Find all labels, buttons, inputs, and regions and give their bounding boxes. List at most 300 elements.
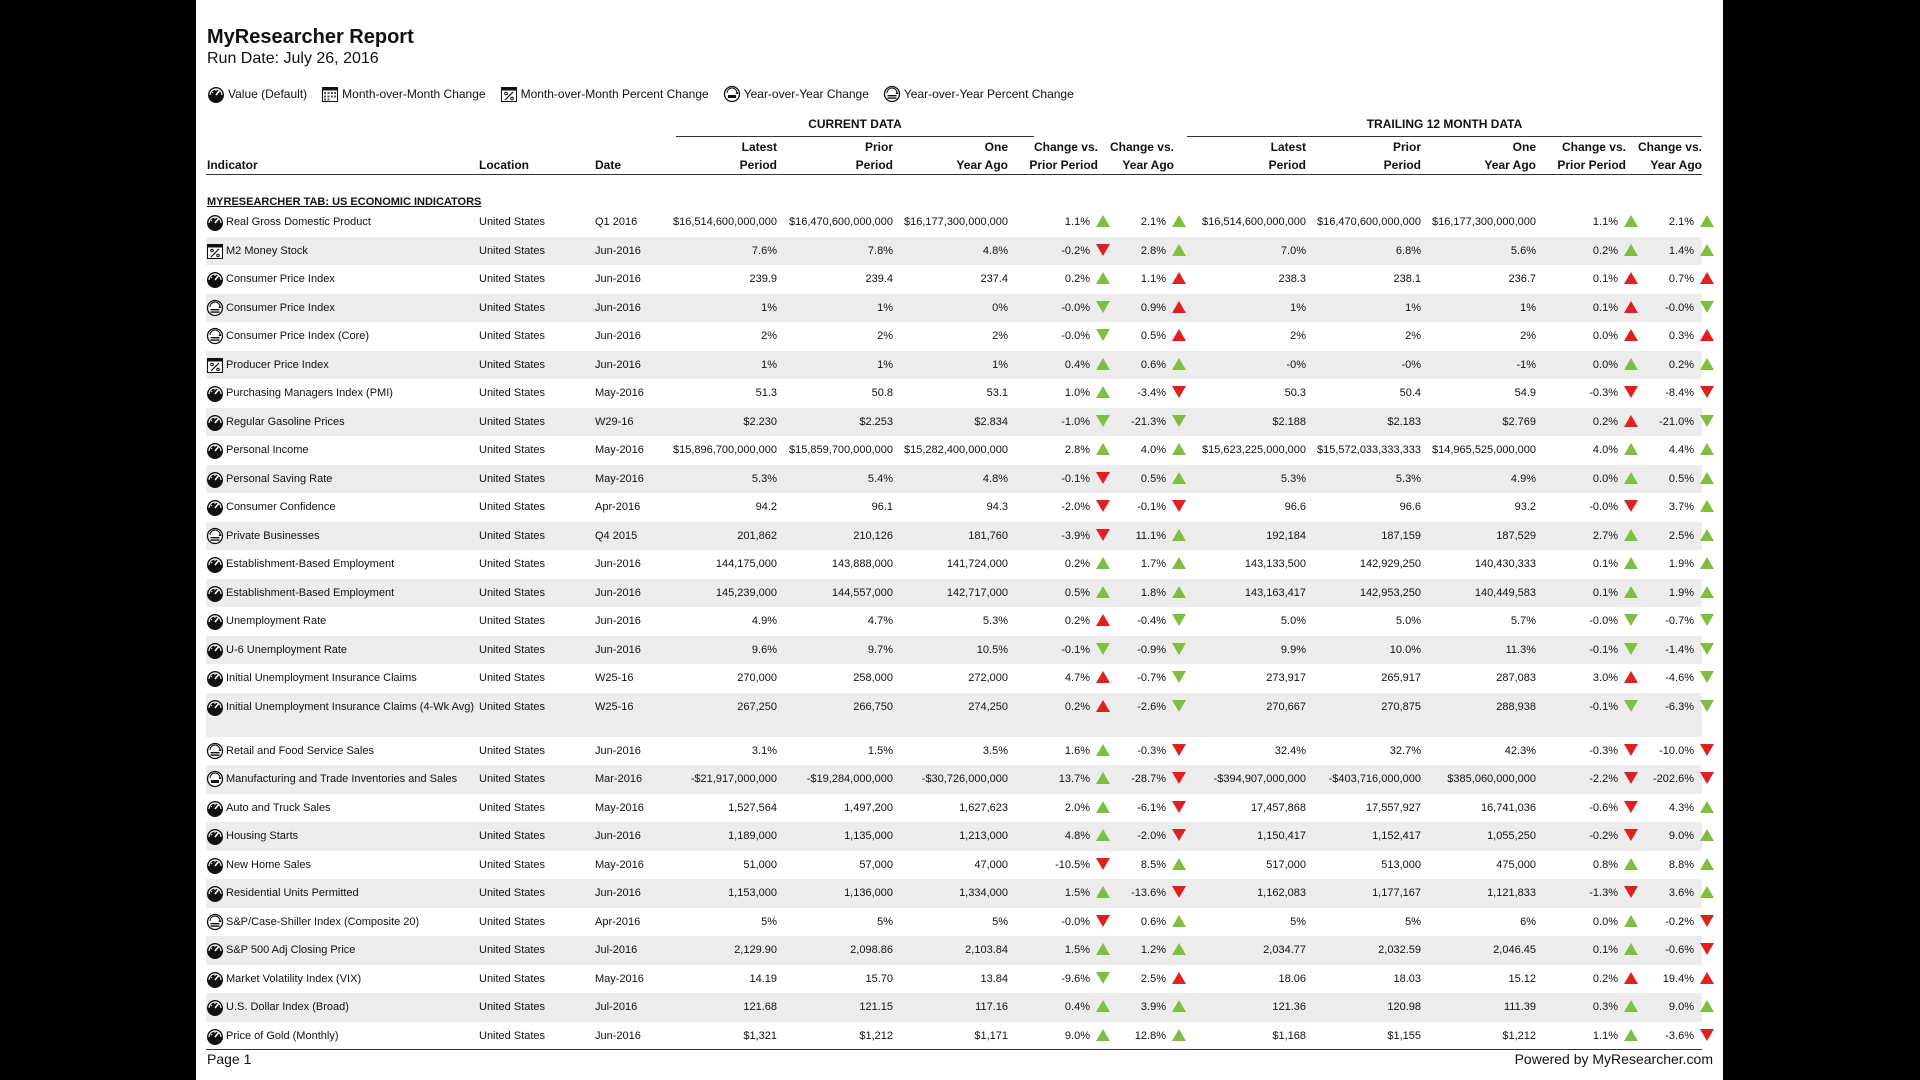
up-arrow-icon — [1700, 972, 1714, 984]
period-value: -$394,907,000,000 — [1213, 773, 1306, 785]
period-value: 121.68 — [743, 1001, 777, 1013]
change-cell — [1098, 1022, 1186, 1050]
change-value: 0.5% — [1140, 472, 1166, 485]
gauge-icon — [206, 213, 224, 231]
change-cell — [1018, 822, 1110, 850]
down-arrow-icon — [1172, 614, 1186, 626]
date-cell: W25-16 — [595, 672, 634, 684]
value-cell — [898, 237, 1008, 265]
value-cell — [1196, 908, 1306, 936]
col-header-line2: Period — [1383, 158, 1421, 172]
indicator-cell — [206, 322, 488, 350]
value-cell — [1196, 522, 1306, 550]
period-value: 5.3% — [751, 472, 777, 485]
value-cell — [1311, 522, 1421, 550]
change-cell — [1018, 965, 1110, 993]
value-cell — [783, 351, 893, 379]
value-cell — [1311, 993, 1421, 1021]
change-value: 1.6% — [1064, 744, 1090, 757]
legend-label: Year-over-Year Change — [743, 87, 869, 101]
period-value: 5.3% — [1395, 472, 1421, 485]
table-row — [206, 664, 1702, 693]
change-value: -28.7% — [1131, 773, 1166, 785]
value-cell — [783, 664, 893, 692]
change-cell — [1626, 208, 1714, 236]
up-arrow-icon — [1700, 472, 1714, 484]
value-cell — [783, 636, 893, 664]
period-value: 239.9 — [749, 273, 777, 285]
value-cell — [898, 493, 1008, 521]
value-cell — [667, 693, 777, 721]
period-value: 96.6 — [1284, 501, 1306, 513]
value-cell — [1426, 294, 1536, 322]
indicator-cell — [206, 493, 488, 521]
change-cell — [1546, 408, 1638, 436]
period-value: 140,449,583 — [1474, 586, 1536, 599]
indicator-cell — [206, 237, 488, 265]
period-value: $15,282,400,000,000 — [904, 444, 1008, 456]
period-value: 270,875 — [1381, 700, 1421, 713]
period-value: 47,000 — [974, 858, 1008, 871]
value-cell — [1196, 265, 1306, 293]
change-value: -0.9% — [1137, 643, 1166, 656]
up-arrow-icon — [1700, 443, 1714, 455]
value-cell — [1426, 851, 1536, 879]
up-arrow-icon — [1700, 329, 1714, 341]
up-arrow-icon — [1700, 557, 1714, 569]
gauge-icon — [206, 641, 224, 659]
value-cell — [667, 465, 777, 493]
period-value: $1,321 — [743, 1029, 777, 1042]
col-header-line2: Year Ago — [956, 158, 1008, 172]
period-value: 121.36 — [1272, 1001, 1306, 1013]
change-value: 1.8% — [1140, 586, 1166, 599]
period-value: 238.1 — [1393, 273, 1421, 285]
change-cell — [1546, 965, 1638, 993]
period-value: 1,189,000 — [728, 830, 777, 842]
period-value: 15.70 — [865, 972, 893, 985]
period-value: 4.9% — [1510, 472, 1536, 485]
value-cell — [898, 879, 1008, 907]
year-cycle-icon — [723, 85, 741, 103]
value-cell — [1196, 322, 1306, 350]
percent-calendar-icon — [500, 85, 518, 103]
indicator-name: U.S. Dollar Index (Broad) — [226, 1001, 349, 1013]
down-arrow-icon — [1172, 829, 1186, 841]
period-value: 54.9 — [1514, 387, 1536, 399]
col-chg-prior — [1546, 138, 1626, 174]
gauge-icon — [206, 856, 224, 874]
period-value: 2% — [1405, 330, 1421, 342]
period-value: 5.7% — [1510, 615, 1536, 627]
gauge-icon — [206, 1027, 224, 1045]
period-value: 201,862 — [737, 529, 777, 542]
change-cell — [1018, 636, 1110, 664]
change-value: -0.2% — [1589, 830, 1618, 842]
indicator-name: S&P 500 Adj Closing Price — [226, 944, 356, 956]
location-cell: United States — [479, 972, 546, 985]
col-header-line2: Year Ago — [1484, 158, 1536, 172]
change-value: 1.4% — [1668, 244, 1694, 257]
up-arrow-icon — [1172, 272, 1186, 284]
period-value: 1,527,564 — [728, 801, 777, 814]
year-cycle-icon — [206, 770, 224, 788]
change-value: 1.1% — [1592, 1029, 1618, 1042]
change-value: 1.5% — [1064, 944, 1090, 956]
period-value: 4.9% — [751, 615, 777, 627]
col-header-line1: Change vs. — [1033, 140, 1098, 154]
down-arrow-icon — [1172, 744, 1186, 756]
value-cell — [667, 822, 777, 850]
indicator-name: Personal Income — [226, 444, 309, 456]
change-cell — [1098, 579, 1186, 607]
value-cell — [1196, 737, 1306, 765]
value-cell — [898, 936, 1008, 964]
period-value: 5.0% — [1280, 615, 1306, 627]
change-cell — [1018, 693, 1110, 721]
table-row — [206, 322, 1702, 351]
indicator-cell — [206, 936, 488, 964]
change-cell — [1098, 822, 1186, 850]
value-cell — [1311, 965, 1421, 993]
value-cell — [1311, 550, 1421, 578]
value-cell — [1311, 693, 1421, 721]
indicator-name: Purchasing Managers Index (PMI) — [226, 387, 393, 399]
change-value: 0.2% — [1064, 558, 1090, 570]
change-value: -6.1% — [1137, 801, 1166, 814]
change-cell — [1018, 436, 1110, 464]
change-cell — [1018, 522, 1110, 550]
change-cell — [1098, 237, 1186, 265]
change-value: -3.6% — [1665, 1029, 1694, 1042]
period-value: 144,175,000 — [715, 558, 777, 570]
change-value: 1.9% — [1668, 586, 1694, 599]
change-cell — [1626, 465, 1714, 493]
gauge-icon — [206, 827, 224, 845]
period-value: 50.4 — [1399, 387, 1421, 399]
change-value: 2.8% — [1140, 244, 1166, 257]
period-value: 51,000 — [743, 858, 777, 871]
period-value: 2% — [1520, 330, 1536, 342]
legend-label: Month-over-Month Change — [342, 87, 486, 101]
change-cell — [1098, 379, 1186, 407]
indicator-name: Consumer Price Index (Core) — [226, 330, 370, 342]
change-value: 4.3% — [1668, 801, 1694, 814]
value-cell — [667, 908, 777, 936]
value-cell — [1311, 493, 1421, 521]
period-value: 2% — [992, 330, 1008, 342]
period-value: $2.188 — [1272, 415, 1306, 428]
change-value: 0.5% — [1668, 472, 1694, 485]
period-value: 141,724,000 — [946, 558, 1008, 570]
table-row — [206, 408, 1702, 437]
value-cell — [1311, 379, 1421, 407]
period-value: 18.03 — [1393, 972, 1421, 985]
change-value: -0.0% — [1061, 915, 1090, 928]
period-value: 16,741,036 — [1480, 801, 1536, 814]
change-cell — [1098, 465, 1186, 493]
period-value: 1,162,083 — [1257, 887, 1306, 899]
value-cell — [667, 965, 777, 993]
indicator-cell — [206, 965, 488, 993]
change-cell — [1018, 851, 1110, 879]
period-value: $2.834 — [974, 415, 1008, 428]
period-value: 272,000 — [968, 672, 1008, 684]
change-value: -0.1% — [1061, 472, 1090, 485]
date-cell: Apr-2016 — [595, 501, 641, 513]
period-value: 4.8% — [982, 244, 1008, 257]
period-value: 1,334,000 — [959, 887, 1008, 899]
change-cell — [1098, 436, 1186, 464]
gauge-icon — [206, 413, 224, 431]
value-cell — [783, 493, 893, 521]
value-cell — [1196, 993, 1306, 1021]
value-cell — [1426, 993, 1536, 1021]
change-value: 0.0% — [1592, 358, 1618, 371]
value-cell — [898, 908, 1008, 936]
change-value: -1.0% — [1061, 415, 1090, 428]
change-cell — [1018, 550, 1110, 578]
change-value: -2.0% — [1137, 830, 1166, 842]
change-value: -3.9% — [1061, 529, 1090, 542]
change-cell — [1098, 851, 1186, 879]
value-cell — [898, 607, 1008, 635]
change-value: 0.1% — [1592, 944, 1618, 956]
value-cell — [667, 636, 777, 664]
value-cell — [667, 265, 777, 293]
value-cell — [898, 737, 1008, 765]
change-cell — [1626, 579, 1714, 607]
change-cell — [1626, 693, 1714, 721]
value-cell — [783, 965, 893, 993]
down-arrow-icon — [1172, 415, 1186, 427]
period-value: 270,667 — [1266, 700, 1306, 713]
value-cell — [1311, 294, 1421, 322]
col-location: Location — [479, 158, 529, 172]
location-cell: United States — [479, 330, 546, 342]
indicator-name: Consumer Price Index — [226, 273, 335, 285]
change-cell — [1546, 993, 1638, 1021]
period-value: 187,529 — [1496, 529, 1536, 542]
period-value: 239.4 — [865, 273, 893, 285]
table-row — [206, 908, 1702, 937]
indicator-name: Initial Unemployment Insurance Claims (4-Wk Avg) — [226, 700, 474, 713]
value-cell — [1426, 765, 1536, 793]
change-cell — [1626, 851, 1714, 879]
period-value: 32.4% — [1274, 744, 1306, 757]
value-cell — [1426, 351, 1536, 379]
up-arrow-icon — [1172, 529, 1186, 541]
indicator-name: Regular Gasoline Prices — [226, 415, 345, 428]
indicator-cell — [206, 294, 488, 322]
period-value: 13.84 — [980, 972, 1008, 985]
location-cell: United States — [479, 773, 546, 785]
value-cell — [1196, 607, 1306, 635]
table-row — [206, 465, 1702, 494]
up-arrow-icon — [1700, 529, 1714, 541]
change-cell — [1546, 237, 1638, 265]
col-latest — [667, 138, 777, 174]
period-value: 210,126 — [853, 529, 893, 542]
col-header-line2: Period — [1268, 158, 1306, 172]
col-one-year — [1426, 138, 1536, 174]
value-cell — [783, 993, 893, 1021]
year-cycle-percent-icon — [206, 913, 224, 931]
up-arrow-icon — [1172, 943, 1186, 955]
change-value: 1.5% — [1064, 887, 1090, 899]
table-row — [206, 822, 1702, 851]
up-arrow-icon — [1700, 215, 1714, 227]
change-cell — [1546, 607, 1638, 635]
value-cell — [1196, 493, 1306, 521]
date-cell: Jun-2016 — [595, 358, 641, 371]
col-prior — [783, 138, 893, 174]
period-value: 51.3 — [755, 387, 777, 399]
down-arrow-icon — [1172, 500, 1186, 512]
date-cell: W25-16 — [595, 700, 634, 713]
down-arrow-icon — [1172, 801, 1186, 813]
change-cell — [1546, 493, 1638, 521]
change-value: -0.1% — [1589, 700, 1618, 713]
value-cell — [667, 322, 777, 350]
period-value: $2.230 — [743, 415, 777, 428]
period-value: 117.16 — [975, 1001, 1008, 1013]
value-cell — [1426, 607, 1536, 635]
value-cell — [1311, 208, 1421, 236]
value-cell — [898, 351, 1008, 379]
change-value: 3.6% — [1668, 887, 1694, 899]
change-cell — [1626, 822, 1714, 850]
value-cell — [1196, 579, 1306, 607]
change-value: -0.2% — [1061, 244, 1090, 257]
up-arrow-icon — [1172, 557, 1186, 569]
change-value: 8.5% — [1140, 858, 1166, 871]
location-cell: United States — [479, 858, 546, 871]
change-value: -8.4% — [1665, 387, 1694, 399]
value-cell — [898, 851, 1008, 879]
date-cell: Jun-2016 — [595, 615, 641, 627]
report-title: MyResearcher Report — [207, 26, 414, 48]
period-value: $1,171 — [974, 1029, 1008, 1042]
date-cell: May-2016 — [595, 801, 644, 814]
period-value: -$30,726,000,000 — [921, 773, 1008, 785]
period-value: 0% — [992, 301, 1008, 314]
col-header-line2: Prior Period — [1029, 158, 1098, 172]
change-value: 0.3% — [1592, 1001, 1618, 1013]
period-value: 1,497,200 — [844, 801, 893, 814]
location-cell: United States — [479, 1029, 546, 1042]
period-value: 1,153,000 — [728, 887, 777, 899]
value-cell — [1196, 351, 1306, 379]
change-cell — [1018, 465, 1110, 493]
period-value: 187,159 — [1381, 529, 1421, 542]
indicator-name: U-6 Unemployment Rate — [226, 643, 348, 656]
change-cell — [1018, 351, 1110, 379]
period-value: 17,457,868 — [1250, 801, 1306, 814]
value-cell — [1426, 493, 1536, 521]
table-row — [206, 379, 1702, 408]
value-cell — [783, 294, 893, 322]
change-cell — [1546, 851, 1638, 879]
value-cell — [1311, 408, 1421, 436]
period-value: $1,155 — [1387, 1029, 1421, 1042]
location-cell: United States — [479, 558, 546, 570]
year-cycle-percent-icon — [206, 327, 224, 345]
value-cell — [667, 408, 777, 436]
period-value: 5.3% — [982, 615, 1008, 627]
gauge-icon — [206, 941, 224, 959]
down-arrow-icon — [1700, 1029, 1714, 1041]
change-value: 9.0% — [1064, 1029, 1090, 1042]
value-cell — [1311, 636, 1421, 664]
period-value: $16,470,600,000,000 — [789, 216, 893, 228]
indicator-name: Retail and Food Service Sales — [226, 744, 374, 757]
change-cell — [1546, 822, 1638, 850]
gauge-icon — [206, 970, 224, 988]
indicator-cell — [206, 408, 488, 436]
period-value: $15,572,033,333,333 — [1317, 444, 1421, 456]
value-cell — [1426, 965, 1536, 993]
up-arrow-icon — [1700, 358, 1714, 370]
indicator-table — [206, 208, 1702, 1050]
change-value: 1.1% — [1064, 216, 1090, 228]
down-arrow-icon — [1172, 643, 1186, 655]
date-cell: Jul-2016 — [595, 944, 638, 956]
date-cell: Q1 2016 — [595, 216, 638, 228]
value-cell — [1426, 379, 1536, 407]
up-arrow-icon — [1172, 858, 1186, 870]
period-value: $2.769 — [1502, 415, 1536, 428]
indicator-cell — [206, 993, 488, 1021]
indicator-cell — [206, 379, 488, 407]
change-cell — [1018, 664, 1110, 692]
value-cell — [1426, 822, 1536, 850]
period-value: 2,046.45 — [1493, 944, 1536, 956]
period-value: 4.7% — [867, 615, 893, 627]
period-value: 9.9% — [1280, 643, 1306, 656]
date-cell: May-2016 — [595, 444, 644, 456]
change-value: -0.3% — [1137, 744, 1166, 757]
change-value: 0.0% — [1592, 915, 1618, 928]
value-cell — [898, 265, 1008, 293]
up-arrow-icon — [1172, 915, 1186, 927]
change-value: -0.7% — [1665, 615, 1694, 627]
value-cell — [667, 664, 777, 692]
value-cell — [783, 465, 893, 493]
table-row — [206, 765, 1702, 794]
indicator-name: New Home Sales — [226, 858, 311, 871]
change-cell — [1546, 208, 1638, 236]
value-cell — [1311, 579, 1421, 607]
period-value: 181,760 — [968, 529, 1008, 542]
indicator-cell — [206, 737, 488, 765]
date-cell: Jun-2016 — [595, 244, 641, 257]
period-value: $16,177,300,000,000 — [904, 216, 1008, 228]
table-row — [206, 737, 1702, 766]
indicator-name: Establishment-Based Employment — [226, 558, 395, 570]
change-cell — [1626, 965, 1714, 993]
value-cell — [1426, 465, 1536, 493]
period-value: -0% — [1401, 358, 1421, 371]
location-cell: United States — [479, 744, 546, 757]
location-cell: United States — [479, 944, 546, 956]
period-value: 1% — [761, 301, 777, 314]
header-rule — [206, 174, 1702, 175]
period-value: 1,152,417 — [1372, 830, 1421, 842]
value-cell — [1426, 1022, 1536, 1050]
value-cell — [783, 822, 893, 850]
value-cell — [1311, 265, 1421, 293]
